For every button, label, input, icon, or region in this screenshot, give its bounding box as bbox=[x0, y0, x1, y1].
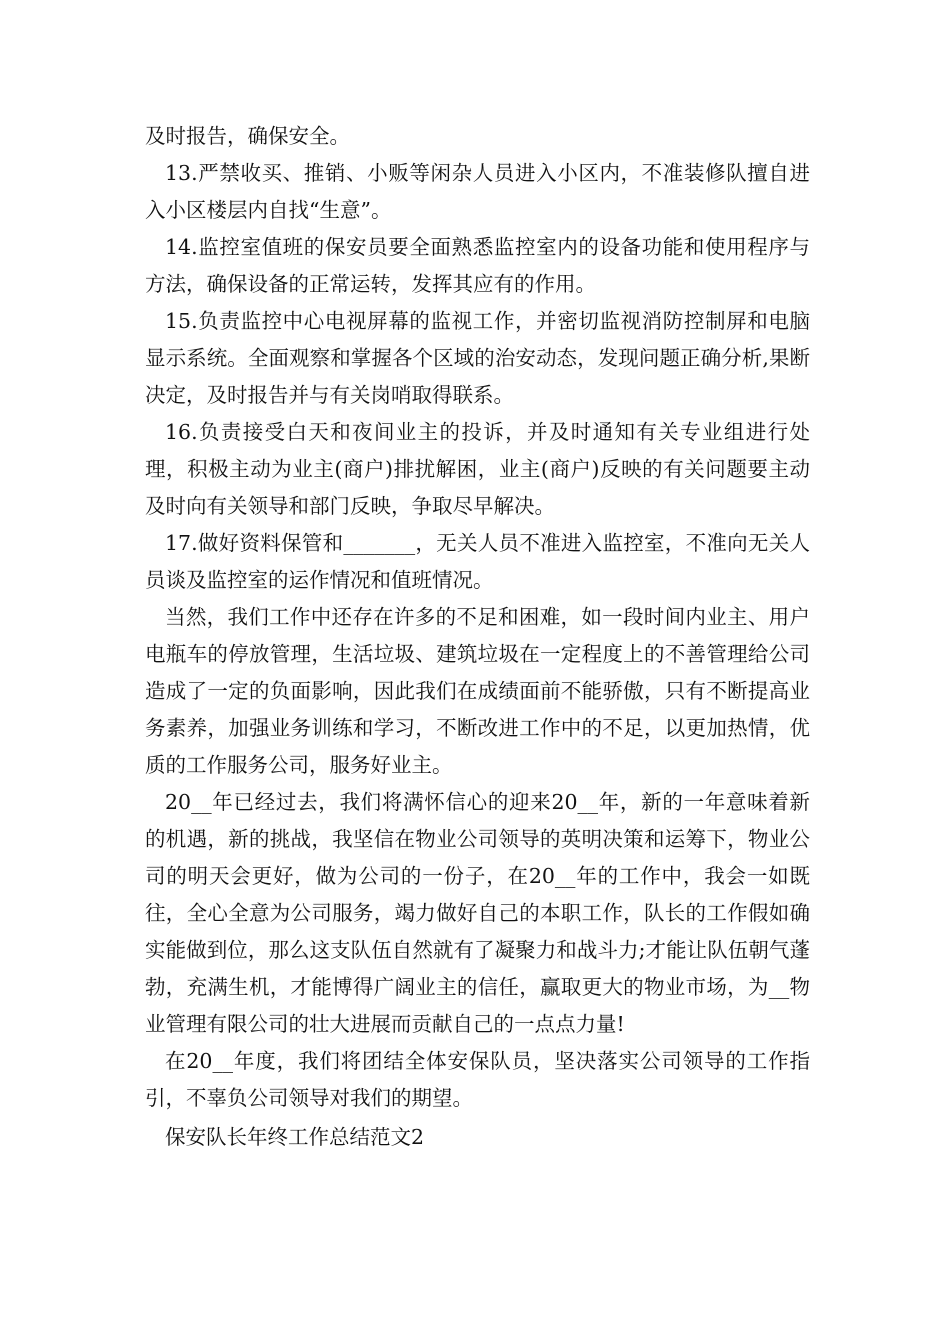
section-title: 保安队长年终工作总结范文2 bbox=[165, 1125, 425, 1149]
paragraph-item-13: 13.严禁收买、推销、小贩等闲杂人员进入小区内，不准装修队擅自进入小区楼层内自找“生意”。 bbox=[145, 161, 810, 222]
paragraph-continuation: 及时报告，确保安全。 bbox=[145, 124, 350, 148]
paragraph-outlook: 20__年已经过去，我们将满怀信心的迎来20__年，新的一年意味着新的机遇，新的挑战，我坚信在物业公司领导的英明决策和运筹下，物业公司的明天会更好，做为公司的一份子，在20__年的工作中，我会一如既往，全心全意为公司服务，竭力做好自己的本职工作，队长的工作假如确实能做到位，那么这支队伍自然就有了凝聚力和战斗力;才能让队伍朝气蓬勃，充满生机，才能博得广阔业主的信任，赢取更大的物业市场，为__物业管理有限公司的壮大进展而贡献自己的一点点力量! bbox=[145, 790, 810, 1036]
paragraph-item-15: 15.负责监控中心电视屏幕的监视工作，并密切监视消防控制屏和电脑显示系统。全面观察和掌握各个区域的治安动态，发现问题正确分析,果断决定，及时报告并与有关岗哨取得联系。 bbox=[145, 309, 810, 407]
paragraph-item-14: 14.监控室值班的保安员要全面熟悉监控室内的设备功能和使用程序与方法，确保设备的正常运转，发挥其应有的作用。 bbox=[145, 235, 810, 296]
paragraph-item-17: 17.做好资料保管和_______，无关人员不准进入监控室，不准向无关人员谈及监控室的运作情况和值班情况。 bbox=[145, 531, 810, 592]
paragraph-commitment: 在20__年度，我们将团结全体安保队员，坚决落实公司领导的工作指引，不辜负公司领导对我们的期望。 bbox=[145, 1049, 810, 1110]
paragraph-shortcomings: 当然，我们工作中还存在许多的不足和困难，如一段时间内业主、用户电瓶车的停放管理，生活垃圾、建筑垃圾在一定程度上的不善管理给公司造成了一定的负面影响，因此我们在成绩面前不能骄傲，只有不断提高业务素养，加强业务训练和学习，不断改进工作中的不足，以更加热情，优质的工作服务公司，服务好业主。 bbox=[145, 605, 810, 777]
paragraph-item-16: 16.负责接受白天和夜间业主的投诉，并及时通知有关专业组进行处理，积极主动为业主(商户)排扰解困，业主(商户)反映的有关问题要主动及时向有关领导和部门反映，争取尽早解决。 bbox=[145, 420, 810, 518]
document-body bbox=[145, 118, 810, 1156]
